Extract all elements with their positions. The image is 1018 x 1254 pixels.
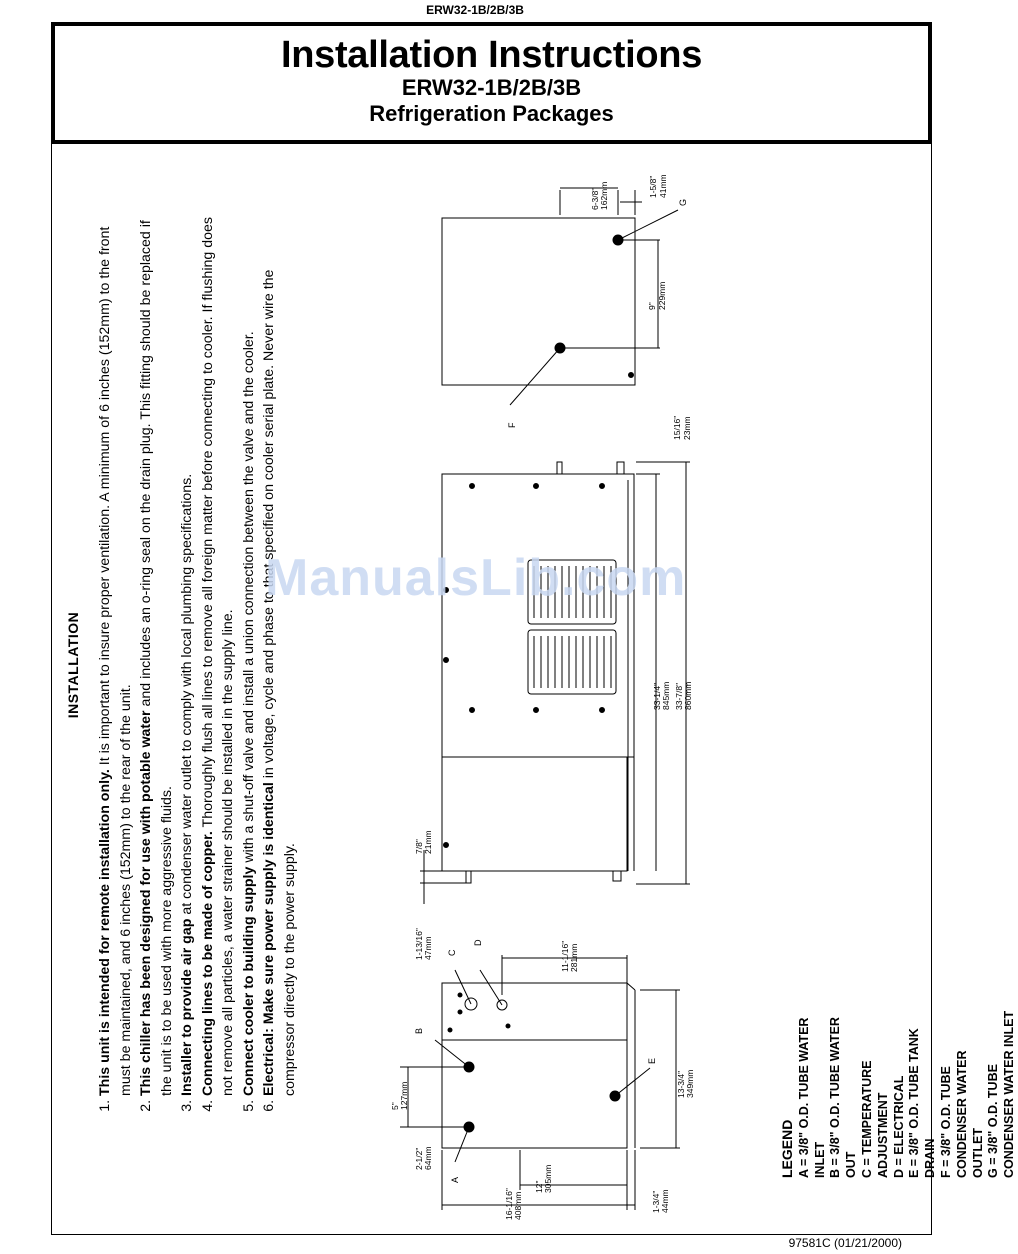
dim-23mm: 23mm [682,416,692,440]
dim-281mm: 281mm [569,943,579,972]
instructions-block [65,200,300,1120]
legend-title: LEGEND [779,1119,795,1178]
dim-64mm: 64mm [423,1146,433,1170]
dim-11-1-16: 11-1/16" [560,940,570,972]
callout-d: D [473,939,483,946]
callout-a: A [450,1176,460,1183]
step-item [177,200,198,1096]
dim-127mm: 127mm [399,1081,409,1110]
step-text: in voltage, cycle and phase to that specified on cooler serial plate. Never wire the compressor directly to the power supply. [261,269,298,1096]
dim-229mm: 229mm [657,281,667,310]
dim-9in: 9" [647,302,657,310]
section-title: INSTALLATION [65,611,81,719]
technical-drawing [380,150,720,1220]
step-text: Thoroughly flush all lines to remove all foreign matter before connecting to cooler. If flushing does not remove all particles, a water strainer should be installed in the supply line. [199,217,236,1096]
top-view-outline [442,218,635,385]
dim-1-5-8: 1-5/8" [648,175,658,198]
header-box [51,22,932,144]
dim-349mm: 349mm [685,1069,695,1098]
step-item [198,200,239,1096]
callout-c: C [447,949,457,956]
dim-408mm: 408mm [513,1191,523,1220]
dim-33-7-8: 33-7/8" [674,682,684,710]
dim-5in: 5" [390,1102,400,1110]
step-item [136,200,177,1096]
dim-21mm: 21mm [423,830,433,854]
step-lead: This chiller has been designed for use with potable water [138,710,154,1096]
callout-e: E [647,1057,657,1064]
legend-item: C = TEMPERATURE ADJUSTMENT [859,1060,890,1178]
legend [780,1008,1018,1178]
document-number: 97581C (01/21/2000) [788,1236,902,1250]
steps-list [95,200,300,1120]
model-heading: ERW32-1B/2B/3B [401,75,582,100]
legend-item: F = 3/8" O.D. TUBE CONDENSER WATER OUTLET [938,1050,985,1178]
step-item [95,200,136,1096]
dim-16-1-16: 16-1/16" [504,1188,514,1220]
dim-1-3-4: 1-3/4" [651,1190,661,1213]
legend-item: B = 3/8" O.D. TUBE WATER OUT [828,1017,859,1178]
step-item [239,200,260,1096]
dim-7-8: 7/8" [414,839,424,854]
subtitle-heading: Refrigeration Packages [369,101,614,126]
watermark-logo: ManualsLib.com [265,549,687,607]
callout-g: G [678,198,688,206]
top-model-label: ERW32-1B/2B/3B [426,3,524,17]
page-title: Installation Instructions [280,34,703,76]
step-lead: Installer to provide air gap [179,918,195,1096]
step-lead: This unit is intended for remote installation only. [97,769,113,1096]
step-text: at condenser water outlet to comply with local plumbing specifications. [179,473,195,919]
step-lead: Electrical: Make sure power supply is identical [261,782,277,1096]
side-view-base [442,757,627,871]
side-view-cabinet [442,474,634,757]
step-item [259,200,300,1096]
callout-f: F [507,422,517,428]
dim-860mm: 860mm [683,681,693,710]
dim-47mm: 47mm [423,936,433,960]
dim-162mm: 162mm [599,181,609,210]
dim-41mm: 41mm [658,174,668,198]
legend-item: E = 3/8" O.D. TUBE TANK DRAIN [907,1028,938,1178]
dim-6-3-8: 6-3/8" [590,187,600,210]
callout-b: B [414,1027,424,1034]
dim-13-3-4: 13-3/4" [676,1070,686,1098]
legend-item: D = ELECTRICAL [891,1075,906,1178]
step-lead: Connecting lines to be made of copper. [199,831,216,1096]
step-lead: Connect cooler to building supply [240,866,257,1096]
dim-2-1-2: 2-1/2" [414,1147,424,1170]
legend-item: A = 3/8" O.D. TUBE WATER INLET [796,1017,827,1178]
dim-33-1-4: 33-1/4" [652,682,662,710]
step-text: with a shut-off valve and install a union connection between the valve and the cooler. [240,331,257,867]
dim-12in: 12" [534,1180,544,1193]
legend-item: G = 3/8" O.D. TUBE CONDENSER WATER INLET [986,1010,1017,1178]
dim-15-16: 15/16" [672,415,682,440]
dim-845mm: 845mm [661,681,671,710]
step-text: and includes an o-ring seal on the drain plug. This fitting should be replaced if the unit is to be used with more aggressive fluids. [138,220,175,1096]
step-text: It is important to insure proper ventilation. A minimum of 6 inches (152mm) to the front must be maintained, and 6 inches (152mm) to the rear of the unit. [97,226,134,1096]
dim-1-13-16: 1-13/16" [414,928,424,960]
dim-305mm: 305mm [543,1164,553,1193]
dim-44mm: 44mm [660,1189,670,1213]
